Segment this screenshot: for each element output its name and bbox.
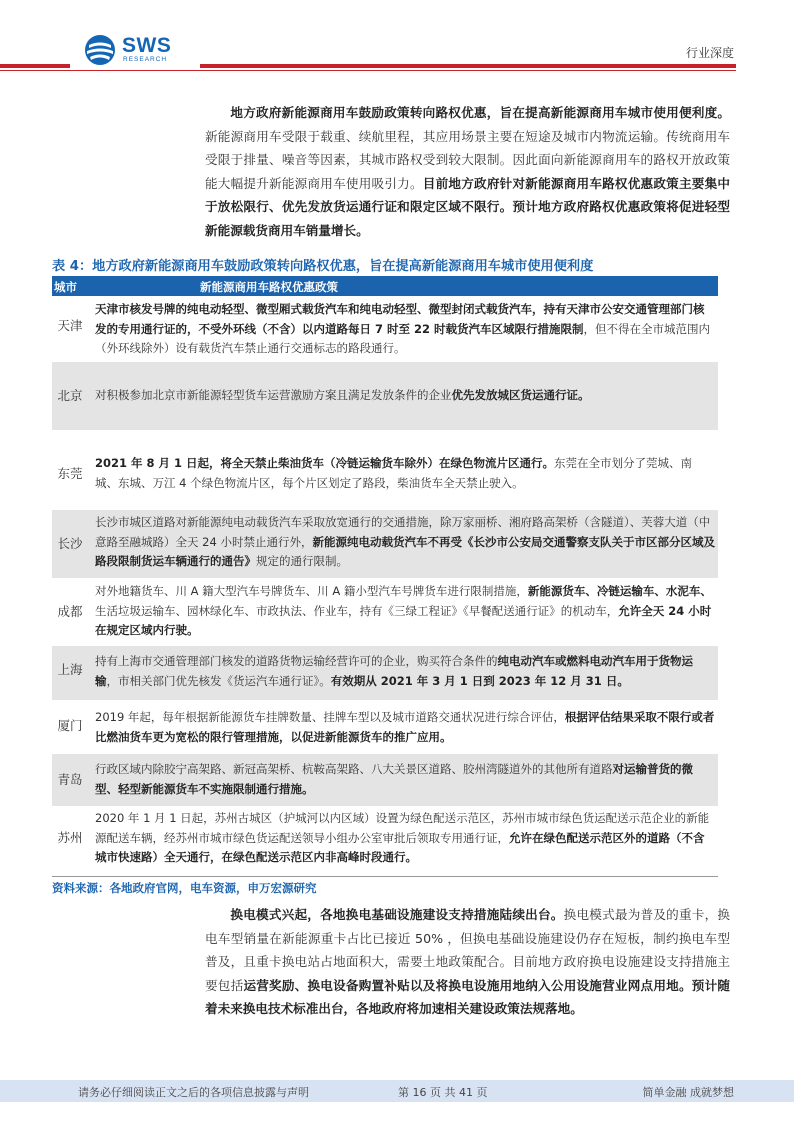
policy-text: 持有上海市交通管理部门核发的道路货物运输经营许可的企业，购买符合条件的 — [95, 654, 498, 668]
row-city: 苏州 — [57, 830, 83, 845]
table-row — [52, 296, 718, 362]
table-row — [52, 806, 718, 870]
row-city: 厦门 — [57, 718, 83, 733]
policy-text-2: 规定的通行限制。 — [256, 554, 348, 568]
row-city: 上海 — [57, 662, 83, 677]
row-policy — [95, 300, 715, 359]
policy-text: 东莞在全市划分了莞城、南城、东城、万江 4 个绿色物流片区，每个片区划定了路段，柴油货车全天禁止驶入。 — [95, 456, 693, 490]
swap-conclusion: 运营奖励、换电设备购置补贴以及将换电设施用地纳入公用设施营业网点用地。预计随着未来换电技术标准出台，各地政府将加速相关建设政策法规落地。 — [205, 977, 731, 1016]
logo-text: SWS — [122, 34, 172, 57]
row-policy — [95, 582, 715, 641]
table-row — [52, 754, 718, 806]
header-rule-left — [0, 64, 70, 68]
policy-text: 长沙市城区道路对新能源纯电动载货汽车采取放宽通行的交通措施，除万家丽桥、湘府路高架桥（含隧道）、芙蓉大道（中意路至融城路）全天 24 小时禁止通行外， — [95, 515, 711, 549]
row-city: 北京 — [57, 388, 83, 403]
policy-emphasis: 纯电动汽车或燃料电动汽车用于货物运输 — [95, 654, 693, 688]
logo-subtext: RESEARCH — [123, 56, 168, 63]
policy-emphasis: 对运输普货的微型、轻型新能源货车不实施限制通行措施。 — [95, 762, 693, 796]
row-policy — [95, 760, 715, 799]
report-type-label: 行业深度 — [685, 46, 734, 60]
footer-disclaimer: 请务必仔细阅读正文之后的各项信息披露与声明 — [78, 1086, 309, 1099]
row-policy — [95, 652, 715, 691]
col-header-city: 城市 — [54, 280, 77, 294]
row-city: 成都 — [57, 604, 83, 619]
table-row — [52, 430, 718, 510]
row-policy — [95, 386, 715, 406]
policy-text: 对积极参加北京市新能源轻型货车运营激励方案且满足发放条件的企业 — [95, 388, 452, 402]
intro-paragraph — [205, 101, 730, 242]
table-header — [52, 276, 718, 296]
policy-emphasis: 新能源货车、冷链运输车、水泥车、 — [527, 584, 712, 598]
policy-table — [52, 276, 718, 870]
policy-text: 行政区域内除胶宁高架路、新冠高架桥、杭鞍高架路、八大关景区道路、胶州湾隧道外的其他所有道路 — [95, 762, 613, 776]
policy-emphasis: 允许在绿色配送示范区外的道路（不含城市快速路）全天通行，在绿色配送示范区内非高峰时段通行。 — [95, 830, 705, 864]
table-row — [52, 700, 718, 754]
page-number: 第 16 页 共 41 页 — [398, 1086, 488, 1099]
page-footer — [0, 1080, 794, 1102]
row-policy — [95, 708, 715, 747]
table-row — [52, 646, 718, 700]
policy-text: 对外地籍货车、川 A 籍大型汽车号牌货车、川 A 籍小型汽车号牌货车进行限制措施， — [95, 584, 528, 598]
sws-logo — [84, 33, 194, 67]
footer-slogan: 简单金融 成就梦想 — [642, 1086, 734, 1099]
policy-emphasis-2: 允许全天 24 小时在规定区域内行驶。 — [95, 603, 712, 637]
policy-emphasis: 优先发放城区货运通行证。 — [451, 388, 590, 402]
swap-body: 换电模式最为普及的重卡，换电车型销量在新能源重卡占比已接近 50% ，但换电基础设施建设仍存在短板，制约换电车型普及，且重卡换电站占地面积大，需要土地政策配合。目前地方政府换电设施建设支持措施主要包括 — [205, 907, 731, 993]
policy-text-2: 生活垃圾运输车、园林绿化车、市政执法、作业车，持有《三绿工程证》《早餐配送通行证》的机动车， — [95, 603, 619, 618]
table-title: 表 4：地方政府新能源商用车鼓励政策转向路权优惠，旨在提高新能源商用车城市使用便利度 — [52, 259, 594, 274]
row-city: 东莞 — [57, 466, 83, 481]
col-header-policy: 新能源商用车路权优惠政策 — [200, 280, 338, 294]
table-row — [52, 578, 718, 646]
policy-emphasis-2: 有效期从 2021 年 3 月 1 日到 2023 年 12 月 31 日。 — [330, 673, 629, 688]
intro-lead: 地方政府新能源商用车鼓励政策转向路权优惠，旨在提高新能源商用车城市使用便利度。 — [230, 105, 730, 120]
row-city: 长沙 — [57, 536, 83, 551]
swap-lead: 换电模式兴起，各地换电基础设施建设支持措施陆续出台。 — [230, 907, 564, 922]
intro-body: 新能源商用车受限于载重、续航里程，其应用场景主要在短途及城市内物流运输。传统商用车受限于排量、噪音等因素，其城市路权受到较大限制。因此面向新能源商用车的路权开放政策能大幅提升新能源商用车使用吸引力。 — [205, 128, 730, 191]
row-city: 青岛 — [57, 772, 83, 787]
policy-text: ，但不得在全市城范围内（外环线除外）设有载货汽车禁止通行交通标志的路段通行。 — [95, 321, 711, 355]
battery-swap-paragraph — [205, 903, 730, 1021]
row-policy — [95, 454, 715, 493]
logo-globe-icon — [84, 34, 116, 66]
source-rule — [52, 876, 718, 877]
header-rule-right — [200, 64, 736, 68]
policy-text: 2019 年起，每年根据新能源货车挂牌数量、挂牌车型以及城市道路交通状况进行综合评估， — [95, 710, 565, 724]
header-thin-rule — [0, 70, 736, 71]
policy-emphasis: 2021 年 8 月 1 日起，将全天禁止柴油货车（冷链运输货车除外）在绿色物流片区通行。 — [95, 456, 555, 470]
policy-text-2: ，市相关部门优先核发《货运汽车通行证》。 — [106, 673, 331, 688]
table-row — [52, 510, 718, 578]
intro-conclusion: 目前地方政府针对新能源商用车路权优惠政策主要集中于放松限行、优先发放货运通行证和限定区域不限行。预计地方政府路权优惠政策将促进轻型新能源载货商用车销量增长。 — [205, 175, 731, 238]
page-header — [0, 0, 794, 80]
policy-emphasis: 根据评估结果采取不限行或者比燃油货车更为宽松的限行管理措施，以促进新能源货车的推广应用。 — [95, 710, 715, 744]
row-policy — [95, 513, 715, 572]
row-policy — [95, 809, 715, 868]
policy-emphasis: 新能源纯电动载货汽车不再受《长沙市公安局交通警察支队关于市区部分区域及路段限制货运车辆通行的通告》 — [95, 534, 715, 568]
row-city: 天津 — [57, 318, 83, 333]
table-source: 资料来源：各地政府官网，电车资源，申万宏源研究 — [52, 881, 317, 895]
table-row — [52, 362, 718, 430]
policy-text: 2020 年 1 月 1 日起，苏州古城区（护城河以内区域）设置为绿色配送示范区，苏州市城市绿色货运配送示范企业的新能源配送车辆，经苏州市城市绿色货运配送领导小组办公室审批后领取专用通行证， — [95, 811, 710, 845]
policy-emphasis: 天津市核发号牌的纯电动轻型、微型厢式载货汽车和纯电动轻型、微型封闭式载货汽车，持有天津市公安交通管理部门核发的专用通行证的，不受外环线（不含）以内道路每日 7 时至 22 时载货汽车区域限行措施限制 — [95, 302, 705, 336]
